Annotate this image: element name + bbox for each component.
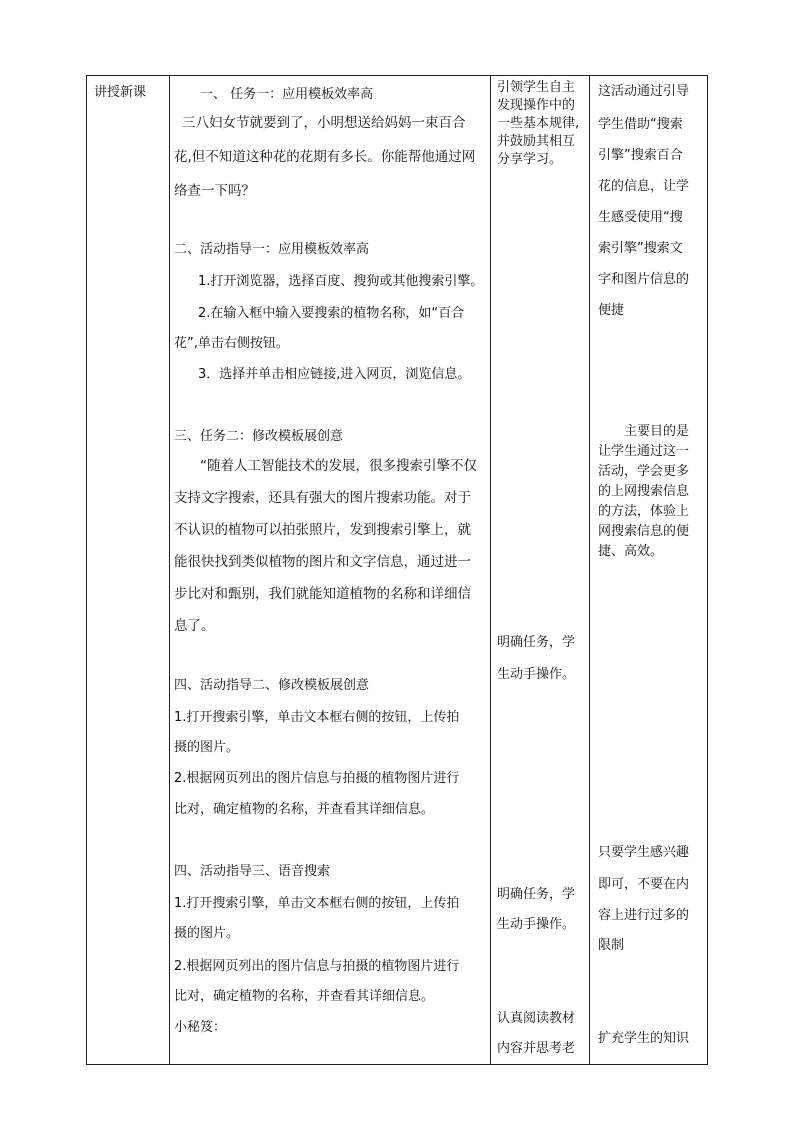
task2-line: 不认识的植物可以拍张照片，发到搜索引擎上，就 (174, 522, 471, 538)
student-note: 生动手操作。 (497, 667, 576, 682)
content-column (170, 76, 490, 1064)
task1-line: 络查一下吗？ (174, 183, 255, 199)
task1-line: 花,但不知道这种花的花期有多长。你能帮他通过网 (174, 149, 476, 165)
guide2-step1: 摄的图片。 (174, 740, 240, 755)
intent-note: 限制 (598, 938, 625, 953)
guide3-heading: 四、活动指导三、语音搜索 (174, 864, 331, 879)
student-note: 内容并思考老 (497, 1041, 576, 1056)
guide1-step3: 3．选择并单击相应链接,进入网页，浏览信息。 (198, 367, 471, 382)
intent-note: 的方法，体验上 (598, 504, 690, 519)
student-column (491, 76, 589, 1064)
guide2-step1: 1.打开搜索引擎，单击文本框右侧的按钮，上传拍 (174, 710, 460, 725)
guide3-step1: 1.打开搜索引擎，单击文本框右侧的按钮，上传拍 (174, 896, 460, 911)
intent-note: 便捷 (598, 303, 625, 318)
guide3-step2: 2.根据网页列出的图片信息与拍摄的植物图片进行 (174, 959, 460, 974)
student-note: 生动手操作。 (497, 917, 576, 932)
guide2-step2: 2.根据网页列出的图片信息与拍摄的植物图片进行 (174, 771, 460, 786)
task2-heading: 三、任务二：修改模板展创意 (174, 429, 344, 444)
intent-note: 生感受使用“搜 (598, 210, 683, 225)
student-note: 一些基本规律, (497, 116, 580, 131)
task2-line: 支持文字搜索，还具有强大的图片搜索功能。对于 (174, 490, 471, 506)
student-note: 明确任务，学 (497, 635, 576, 650)
student-note: 引领学生自主 (497, 80, 576, 95)
intent-note: 扩充学生的知识 (598, 1031, 690, 1046)
intent-note: 让学生通过这一 (598, 444, 690, 459)
intent-note: 引擎”搜索百合 (598, 148, 683, 163)
label-column (87, 76, 169, 1064)
task1-line: 三八妇女节就要到了，小明想送给妈妈一束百合 (182, 115, 466, 131)
guide1-step2: 2.在输入框中输入要搜索的植物名称，如“百合 (198, 306, 465, 321)
student-note: 认真阅读教材 (497, 1011, 576, 1026)
student-note: 发现操作中的 (497, 98, 576, 113)
guide2-step2: 比对，确定植物的名称，并查看其详细信息。 (174, 802, 435, 817)
task2-line: “随着人工智能技术的发展，很多搜索引擎不仅 (200, 458, 477, 474)
intent-note: 的上网搜索信息 (598, 484, 690, 499)
guide1-step2: 花”,单击右侧按钮。 (174, 336, 289, 351)
intent-note: 即可，不要在内 (598, 877, 690, 892)
student-note: 明确任务，学 (497, 887, 576, 902)
intent-note: 捷、高效。 (598, 544, 664, 559)
task2-line: 能很快找到类似植物的图片和文字信息，通过进一 (174, 554, 471, 570)
intent-note: 活动，学会更多 (598, 464, 690, 479)
task1-heading: 一、 任务一：应用模板效率高 (200, 87, 374, 102)
tip-label: 小秘笈： (174, 1020, 227, 1035)
guide3-step1: 摄的图片。 (174, 926, 240, 941)
guide3-step2: 比对，确定植物的名称，并查看其详细信息。 (174, 989, 435, 1004)
intent-note: 学生借助“搜索 (598, 117, 683, 132)
student-note: 并鼓励其相互 (497, 134, 576, 149)
guide1-heading: 二、活动指导一：应用模板效率高 (174, 242, 370, 257)
intent-note: 主要目的是 (624, 424, 690, 439)
intent-column (590, 76, 708, 1064)
intent-note: 索引擎”搜索文 (598, 241, 683, 256)
intent-note: 字和图片信息的 (598, 272, 690, 287)
task2-line: 步比对和甄别，我们就能知道植物的名称和详细信 (174, 586, 471, 602)
intent-note: 网搜索信息的便 (598, 524, 690, 539)
intent-note: 只要学生感兴趣 (598, 845, 690, 860)
student-note: 分享学习。 (497, 152, 563, 167)
row-label: 讲授新课 (94, 85, 147, 100)
intent-note: 花的信息，让学 (598, 179, 690, 194)
task2-line: 息了。 (174, 618, 215, 634)
lesson-table (86, 75, 708, 1065)
guide1-step1: 1.打开浏览器，选择百度、搜狗或其他搜索引擎。 (198, 274, 484, 289)
intent-note: 容上进行过多的 (598, 908, 690, 923)
guide2-heading: 四、活动指导二、修改模板展创意 (174, 678, 370, 693)
intent-note: 这活动通过引导 (598, 84, 690, 99)
